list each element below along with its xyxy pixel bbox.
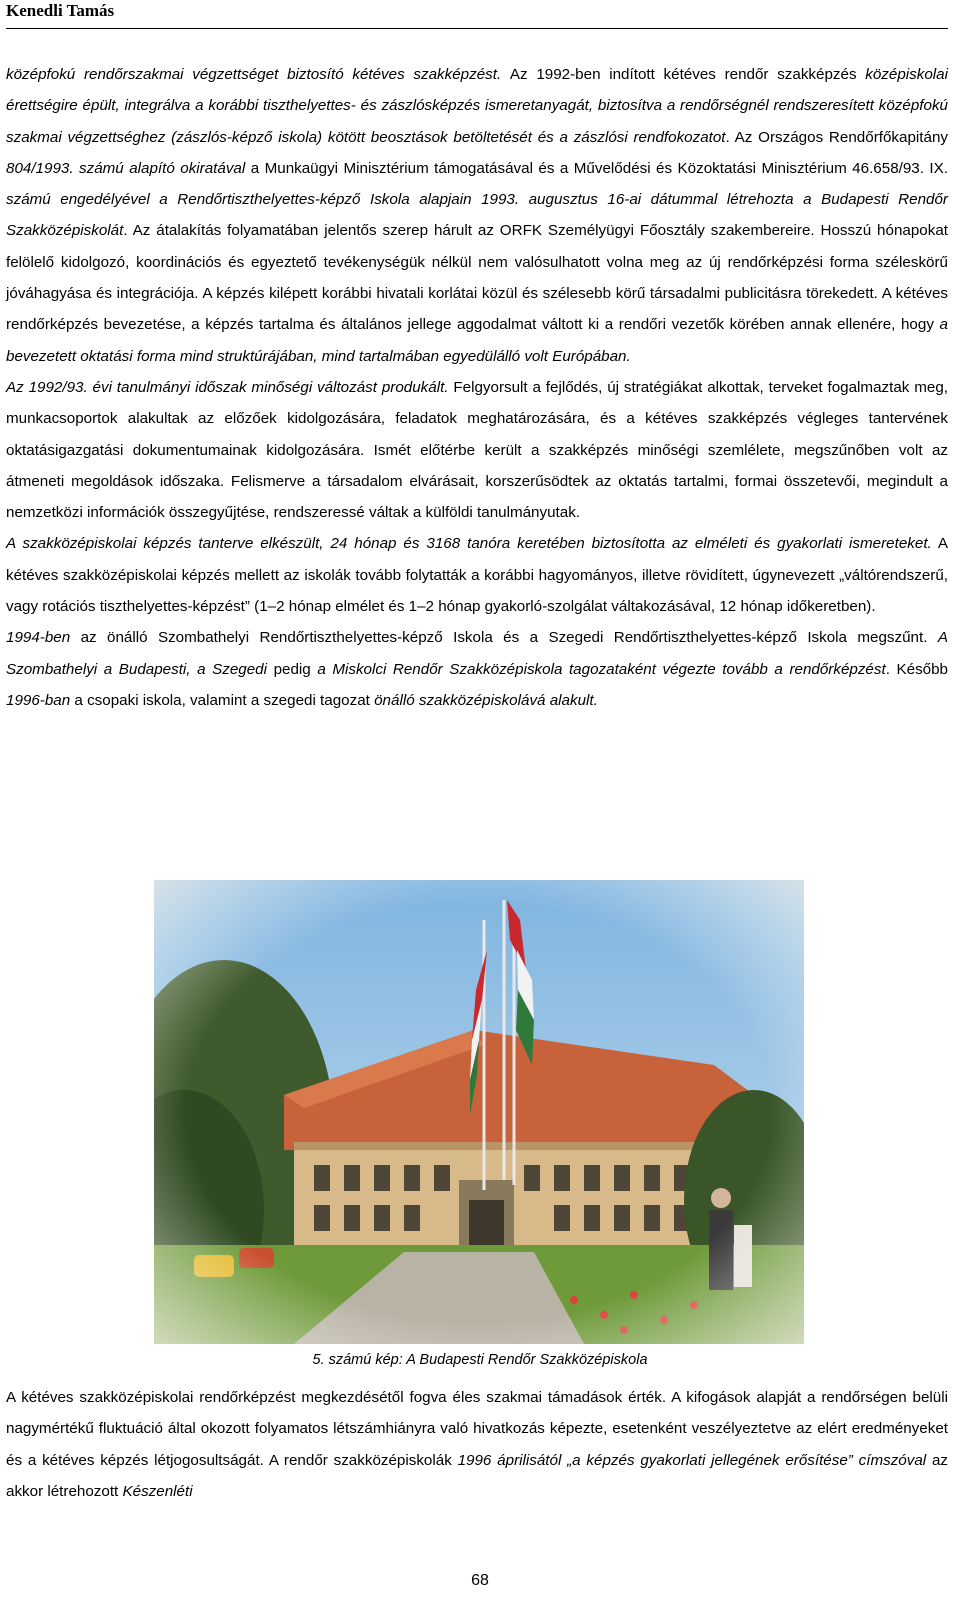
- paragraph: [6, 622, 948, 716]
- paragraph: [6, 528, 948, 622]
- paragraph: [6, 372, 948, 528]
- italic-text-run: a bevezetett oktatási forma mind struktúrájában, mind tartalmában egyedülálló volt Európában.: [6, 316, 948, 365]
- text-run: pedig: [267, 660, 318, 678]
- italic-text-run: 1996-ban: [6, 691, 71, 709]
- school-building-image: [154, 880, 804, 1344]
- figure-caption: 5. számú kép: A Budapesti Rendőr Szakközépiskola: [312, 1352, 648, 1368]
- italic-text-run: A Szombathelyi a Budapesti, a Szegedi: [6, 629, 948, 678]
- paragraph: [6, 1382, 948, 1507]
- text-run: . Az Országos Rendőrfőkapitány: [725, 128, 948, 146]
- building-photo: [154, 880, 804, 1344]
- italic-text-run: 804/1993. számú alapító okiratával: [6, 159, 246, 177]
- italic-text-run: középiskolai érettségire épült, integrálva a korábbi tiszthelyettes- és zászlósképzés ismeretanyagát, biztosítva a rendőrségnél rendszeresített középfokú szakmai végzettséghez (zászlós-képző iskola) kötött beosztások betöltetését és a zászlósi rendfokozatot: [6, 66, 948, 146]
- text-run: . Az átalakítás folyamatában jelentős szerep hárult az ORFK Személyügyi Főosztály szakembereire. Hosszú hónapokat felölelő kidolgozó, koordinációs és egyeztető tevékenységük nélkül nem valósulhatott volna meg az új rendőrképzési forma széleskörű jóváhagyása és integrációja. A képzés kilépett korábbi hivatali korlátai közül és szélesebb körű társadalmi publicitásra törekedett. A kétéves rendőrképzés bevezetése, a képzés tartalma és általános jellege aggodalmat váltott ki a rendőri vezetők körében annak ellenére, hogy: [6, 222, 948, 334]
- paragraph: [6, 59, 948, 372]
- italic-text-run: a Miskolci Rendőr Szakközépiskola tagozataként végezte tovább a rendőrképzést: [317, 660, 886, 678]
- italic-text-run: Készenléti: [122, 1482, 193, 1500]
- text-run: Felgyorsult a fejlődés, új stratégiákat alkottak, terveket fogalmaztak meg, munkacsoportok alakultak az előzőek kidolgozására, feladatok meghatározására, és a kétéves szakképzés végleges tantervének oktatásigazgatási dokumentumainak kidolgozására. Ismét előtérbe került a szakképzés minőségi szemlélete, megszűnőben volt az átmeneti megoldások időszaka. Felismerve a társadalom elvárásait, korszerűsödtek az oktatás tartalmi, formai összetevői, megindult a nemzetközi információk összegyűjtése, rendszeressé váltak a külföldi tanulmányutak.: [6, 378, 948, 522]
- text-run: A kétéves szakközépiskolai rendőrképzést megkezdésétől fogva éles szakmai támadások érték. A kifogások alapját a rendőrségen belüli nagymértékű fluktuáció által okozott folyamatos létszámhiányra való hivatkozás képezte, esetenként veszélyeztetve az elért eredményeket és a kétéves képzés létjogosultságát. A rendőr szakközépiskolák: [6, 1389, 948, 1469]
- text-run: Az 1992-ben indított kétéves rendőr szakképzés: [509, 66, 866, 83]
- italic-text-run: 1996 áprilisától „a képzés gyakorlati jellegének erősítése” címszóval: [457, 1451, 927, 1469]
- italic-text-run: középfokú rendőrszakmai végzettséget biztosító kétéves szakképzést.: [6, 66, 510, 83]
- body-text-top: [6, 59, 948, 716]
- italic-text-run: A szakközépiskolai képzés tanterve elkészült, 24 hónap és 3168 tanóra keretében biztosította az elméleti és gyakorlati ismereteket.: [6, 535, 932, 553]
- text-run: A kétéves szakközépiskolai képzés mellett az iskolák tovább folytatták a korábbi hagyományos, illetve rövidített, úgynevezett „váltórendszerű, vagy rotációs tiszthelyettes-képzést” (1–2 hónap elmélet és 1–2 hónap gyakorló-szolgálat váltakozásával, 12 hónap időkeretben).: [6, 535, 948, 616]
- italic-text-run: önálló szakközépiskolává alakult.: [374, 691, 598, 709]
- italic-text-run: Az 1992/93. évi tanulmányi időszak minőségi változást produkált.: [6, 378, 449, 396]
- text-run: . Később: [885, 660, 949, 678]
- text-run: a Munkaügyi Minisztérium támogatásával és a Művelődési és Közoktatási Minisztérium 46.658/93. IX.: [245, 159, 948, 177]
- text-run: a csopaki iskola, valamint a szegedi tagozat: [70, 691, 375, 709]
- text-run: az önálló Szombathelyi Rendőrtiszthelyettes-képző Iskola és a Szegedi Rendőrtiszthelyettes-képző Iskola megszűnt.: [70, 629, 938, 647]
- text-run: az akkor létrehozott: [6, 1451, 948, 1500]
- author-name: Kenedli Tamás: [6, 1, 115, 20]
- page-number: 68: [471, 1572, 489, 1589]
- body-text-bottom: [6, 1382, 948, 1507]
- page-header: [6, 0, 948, 29]
- italic-text-run: 1994-ben: [6, 629, 71, 647]
- italic-text-run: számú engedélyével a Rendőrtiszthelyettes-képző Iskola alapjain 1993. augusztus 16-ai dátummal létrehozta a Budapesti Rendőr Szakközépiskolát: [6, 191, 948, 240]
